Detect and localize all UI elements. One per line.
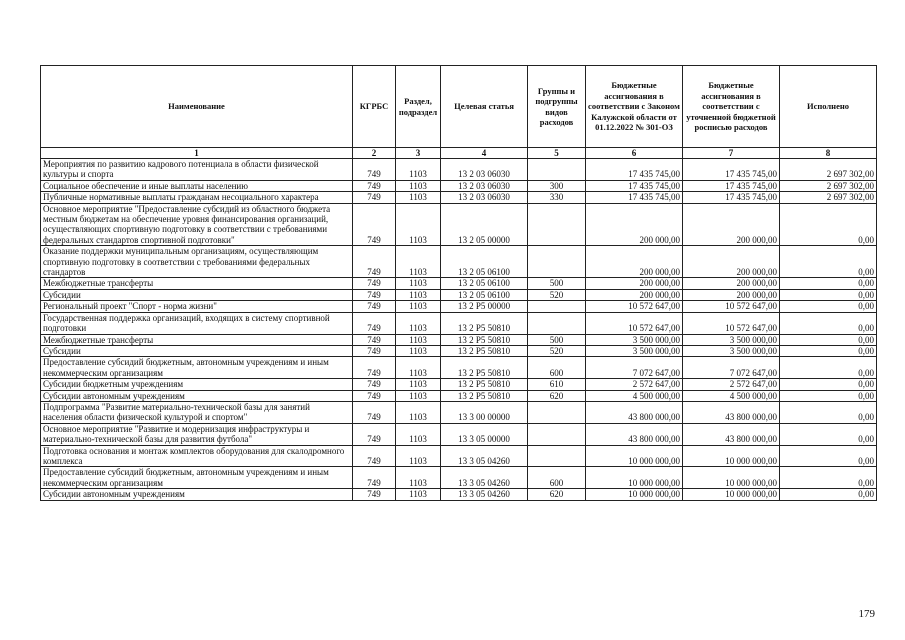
header-name: Наименование — [41, 66, 353, 148]
row-razdel: 1103 — [396, 246, 441, 278]
row-executed: 0,00 — [780, 423, 877, 445]
row-kgrbs: 749 — [353, 334, 396, 345]
row-executed: 0,00 — [780, 246, 877, 278]
header-law-allocations: Бюджетные ассигнования в соответствии с Законом Калужской области от 01.12.2022 № 301-ОЗ — [586, 66, 683, 148]
row-executed: 0,00 — [780, 312, 877, 334]
table-row — [41, 357, 877, 379]
table-row — [41, 390, 877, 401]
row-razdel: 1103 — [396, 192, 441, 203]
row-executed: 0,00 — [780, 203, 877, 246]
row-kgrbs: 749 — [353, 489, 396, 500]
header-razdel: Раздел, подраздел — [396, 66, 441, 148]
table-row — [41, 203, 877, 246]
table-row — [41, 159, 877, 181]
row-refined-allocation: 17 435 745,00 — [683, 180, 780, 191]
row-refined-allocation: 17 435 745,00 — [683, 192, 780, 203]
table-row — [41, 180, 877, 191]
row-kgrbs: 749 — [353, 467, 396, 489]
row-refined-allocation: 200 000,00 — [683, 289, 780, 300]
row-kgrbs: 749 — [353, 445, 396, 467]
row-kgrbs: 749 — [353, 203, 396, 246]
row-refined-allocation: 43 800 000,00 — [683, 401, 780, 423]
row-target-article: 13 3 05 04260 — [441, 467, 528, 489]
row-target-article: 13 3 05 00000 — [441, 423, 528, 445]
row-razdel: 1103 — [396, 289, 441, 300]
header-number: 4 — [441, 148, 528, 159]
row-kgrbs: 749 — [353, 401, 396, 423]
row-expense-group: 600 — [528, 467, 586, 489]
row-kgrbs: 749 — [353, 345, 396, 356]
row-executed: 0,00 — [780, 379, 877, 390]
row-executed: 0,00 — [780, 489, 877, 500]
row-razdel: 1103 — [396, 379, 441, 390]
row-refined-allocation: 3 500 000,00 — [683, 334, 780, 345]
row-name: Субсидии автономным учреждениям — [41, 489, 353, 500]
row-executed: 0,00 — [780, 345, 877, 356]
row-razdel: 1103 — [396, 467, 441, 489]
header-number: 7 — [683, 148, 780, 159]
row-kgrbs: 749 — [353, 390, 396, 401]
table-row — [41, 334, 877, 345]
row-executed: 2 697 302,00 — [780, 192, 877, 203]
row-name: Оказание поддержки муниципальным организациям, осуществляющим спортивную подготовку в соответствии с требованиями федеральных стандартов — [41, 246, 353, 278]
row-law-allocation: 17 435 745,00 — [586, 192, 683, 203]
row-name: Субсидии автономным учреждениям — [41, 390, 353, 401]
page-number: 179 — [858, 608, 875, 620]
header-executed: Исполнено — [780, 66, 877, 148]
table-row — [41, 278, 877, 289]
table-row — [41, 289, 877, 300]
row-kgrbs: 749 — [353, 159, 396, 181]
table-row — [41, 423, 877, 445]
header-number: 2 — [353, 148, 396, 159]
header-number: 5 — [528, 148, 586, 159]
row-expense-group — [528, 401, 586, 423]
table-row — [41, 301, 877, 312]
row-expense-group — [528, 159, 586, 181]
header-number-row — [41, 148, 877, 159]
row-kgrbs: 749 — [353, 301, 396, 312]
row-name: Социальное обеспечение и иные выплаты населению — [41, 180, 353, 191]
row-target-article: 13 2 05 06100 — [441, 246, 528, 278]
row-razdel: 1103 — [396, 345, 441, 356]
row-target-article: 13 2 P5 50810 — [441, 345, 528, 356]
row-executed: 0,00 — [780, 467, 877, 489]
row-expense-group: 520 — [528, 289, 586, 300]
table-row — [41, 379, 877, 390]
row-razdel: 1103 — [396, 180, 441, 191]
row-refined-allocation: 200 000,00 — [683, 278, 780, 289]
row-law-allocation: 10 000 000,00 — [586, 467, 683, 489]
row-law-allocation: 200 000,00 — [586, 246, 683, 278]
header-number: 3 — [396, 148, 441, 159]
row-kgrbs: 749 — [353, 192, 396, 203]
row-target-article: 13 2 P5 50810 — [441, 334, 528, 345]
row-name: Предоставление субсидий бюджетным, автономным учреждениям и иным некоммерческим организациям — [41, 467, 353, 489]
row-name: Субсидии — [41, 289, 353, 300]
header-number: 1 — [41, 148, 353, 159]
row-razdel: 1103 — [396, 301, 441, 312]
row-expense-group: 610 — [528, 379, 586, 390]
row-target-article: 13 2 03 06030 — [441, 159, 528, 181]
row-refined-allocation: 200 000,00 — [683, 203, 780, 246]
row-law-allocation: 200 000,00 — [586, 278, 683, 289]
row-expense-group — [528, 301, 586, 312]
row-razdel: 1103 — [396, 489, 441, 500]
row-executed: 2 697 302,00 — [780, 180, 877, 191]
row-refined-allocation: 3 500 000,00 — [683, 345, 780, 356]
row-refined-allocation: 10 000 000,00 — [683, 445, 780, 467]
row-law-allocation: 10 572 647,00 — [586, 312, 683, 334]
row-executed: 0,00 — [780, 301, 877, 312]
row-law-allocation: 3 500 000,00 — [586, 345, 683, 356]
row-razdel: 1103 — [396, 334, 441, 345]
row-expense-group — [528, 312, 586, 334]
row-razdel: 1103 — [396, 390, 441, 401]
table-row — [41, 467, 877, 489]
row-refined-allocation: 17 435 745,00 — [683, 159, 780, 181]
row-name: Межбюджетные трансферты — [41, 278, 353, 289]
row-expense-group — [528, 423, 586, 445]
row-refined-allocation: 10 000 000,00 — [683, 467, 780, 489]
row-executed: 2 697 302,00 — [780, 159, 877, 181]
row-kgrbs: 749 — [353, 423, 396, 445]
row-executed: 0,00 — [780, 289, 877, 300]
row-kgrbs: 749 — [353, 379, 396, 390]
row-expense-group: 500 — [528, 334, 586, 345]
row-razdel: 1103 — [396, 278, 441, 289]
row-expense-group — [528, 246, 586, 278]
header-expense-groups: Группы и подгруппы видов расходов — [528, 66, 586, 148]
row-razdel: 1103 — [396, 423, 441, 445]
row-expense-group: 600 — [528, 357, 586, 379]
row-law-allocation: 4 500 000,00 — [586, 390, 683, 401]
row-name: Публичные нормативные выплаты гражданам несоциального характера — [41, 192, 353, 203]
row-law-allocation: 200 000,00 — [586, 203, 683, 246]
row-law-allocation: 43 800 000,00 — [586, 423, 683, 445]
table-row — [41, 345, 877, 356]
row-law-allocation: 17 435 745,00 — [586, 180, 683, 191]
row-law-allocation: 200 000,00 — [586, 289, 683, 300]
row-name: Подпрограмма "Развитие материально-технической базы для занятий населения области физической культурой и спортом" — [41, 401, 353, 423]
row-refined-allocation: 7 072 647,00 — [683, 357, 780, 379]
row-refined-allocation: 200 000,00 — [683, 246, 780, 278]
row-kgrbs: 749 — [353, 278, 396, 289]
table-body — [41, 159, 877, 501]
row-target-article: 13 2 05 06100 — [441, 289, 528, 300]
row-expense-group: 520 — [528, 345, 586, 356]
row-razdel: 1103 — [396, 401, 441, 423]
row-razdel: 1103 — [396, 357, 441, 379]
row-razdel: 1103 — [396, 203, 441, 246]
row-name: Основное мероприятие "Развитие и модернизация инфраструктуры и материально-технической базы для развития футбола" — [41, 423, 353, 445]
row-target-article: 13 2 P5 50810 — [441, 357, 528, 379]
row-executed: 0,00 — [780, 401, 877, 423]
row-refined-allocation: 10 572 647,00 — [683, 301, 780, 312]
header-number: 8 — [780, 148, 877, 159]
row-kgrbs: 749 — [353, 357, 396, 379]
row-executed: 0,00 — [780, 278, 877, 289]
header-target-article: Целевая статья — [441, 66, 528, 148]
header-kgrbs: КГРБС — [353, 66, 396, 148]
row-law-allocation: 10 572 647,00 — [586, 301, 683, 312]
table-row — [41, 312, 877, 334]
row-target-article: 13 2 P5 50810 — [441, 379, 528, 390]
row-name: Мероприятия по развитию кадрового потенциала в области физической культуры и спорта — [41, 159, 353, 181]
row-kgrbs: 749 — [353, 289, 396, 300]
row-razdel: 1103 — [396, 159, 441, 181]
row-law-allocation: 2 572 647,00 — [586, 379, 683, 390]
row-target-article: 13 2 03 06030 — [441, 180, 528, 191]
row-executed: 0,00 — [780, 390, 877, 401]
row-expense-group: 620 — [528, 489, 586, 500]
row-target-article: 13 2 05 06100 — [441, 278, 528, 289]
row-target-article: 13 3 00 00000 — [441, 401, 528, 423]
table-row — [41, 489, 877, 500]
header-refined-allocations: Бюджетные ассигнования в соответствии с уточненной бюджетной росписью расходов — [683, 66, 780, 148]
row-executed: 0,00 — [780, 357, 877, 379]
row-name: Субсидии бюджетным учреждениям — [41, 379, 353, 390]
table-row — [41, 445, 877, 467]
row-name: Межбюджетные трансферты — [41, 334, 353, 345]
row-refined-allocation: 4 500 000,00 — [683, 390, 780, 401]
table-row — [41, 192, 877, 203]
row-target-article: 13 2 03 06030 — [441, 192, 528, 203]
row-name: Предоставление субсидий бюджетным, автономным учреждениям и иным некоммерческим организациям — [41, 357, 353, 379]
row-target-article: 13 3 05 04260 — [441, 445, 528, 467]
row-expense-group: 300 — [528, 180, 586, 191]
table-row — [41, 246, 877, 278]
row-name: Подготовка основания и монтаж комплектов оборудования для скалодромного комплекса — [41, 445, 353, 467]
row-expense-group — [528, 445, 586, 467]
header-row — [41, 66, 877, 148]
row-name: Основное мероприятие "Предоставление субсидий из областного бюджета местным бюджетам на обеспечение уровня финансирования организаций, осуществляющих спортивную подготовку в соответствии с требованиями федеральных стандартов спортивной подготовки" — [41, 203, 353, 246]
row-expense-group — [528, 203, 586, 246]
row-expense-group: 500 — [528, 278, 586, 289]
row-razdel: 1103 — [396, 445, 441, 467]
row-law-allocation: 3 500 000,00 — [586, 334, 683, 345]
row-law-allocation: 7 072 647,00 — [586, 357, 683, 379]
row-target-article: 13 2 P5 50810 — [441, 390, 528, 401]
row-kgrbs: 749 — [353, 246, 396, 278]
row-executed: 0,00 — [780, 445, 877, 467]
row-law-allocation: 10 000 000,00 — [586, 489, 683, 500]
header-number: 6 — [586, 148, 683, 159]
row-kgrbs: 749 — [353, 180, 396, 191]
row-expense-group: 330 — [528, 192, 586, 203]
row-target-article: 13 3 05 04260 — [441, 489, 528, 500]
row-name: Субсидии — [41, 345, 353, 356]
row-razdel: 1103 — [396, 312, 441, 334]
budget-table — [40, 65, 877, 501]
row-target-article: 13 2 P5 00000 — [441, 301, 528, 312]
row-refined-allocation: 10 000 000,00 — [683, 489, 780, 500]
row-executed: 0,00 — [780, 334, 877, 345]
row-law-allocation: 10 000 000,00 — [586, 445, 683, 467]
row-refined-allocation: 10 572 647,00 — [683, 312, 780, 334]
row-expense-group: 620 — [528, 390, 586, 401]
row-target-article: 13 2 05 00000 — [441, 203, 528, 246]
row-law-allocation: 43 800 000,00 — [586, 401, 683, 423]
table-row — [41, 401, 877, 423]
row-refined-allocation: 2 572 647,00 — [683, 379, 780, 390]
row-name: Государственная поддержка организаций, входящих в систему спортивной подготовки — [41, 312, 353, 334]
row-law-allocation: 17 435 745,00 — [586, 159, 683, 181]
row-name: Региональный проект "Спорт - норма жизни" — [41, 301, 353, 312]
row-refined-allocation: 43 800 000,00 — [683, 423, 780, 445]
row-kgrbs: 749 — [353, 312, 396, 334]
row-target-article: 13 2 P5 50810 — [441, 312, 528, 334]
